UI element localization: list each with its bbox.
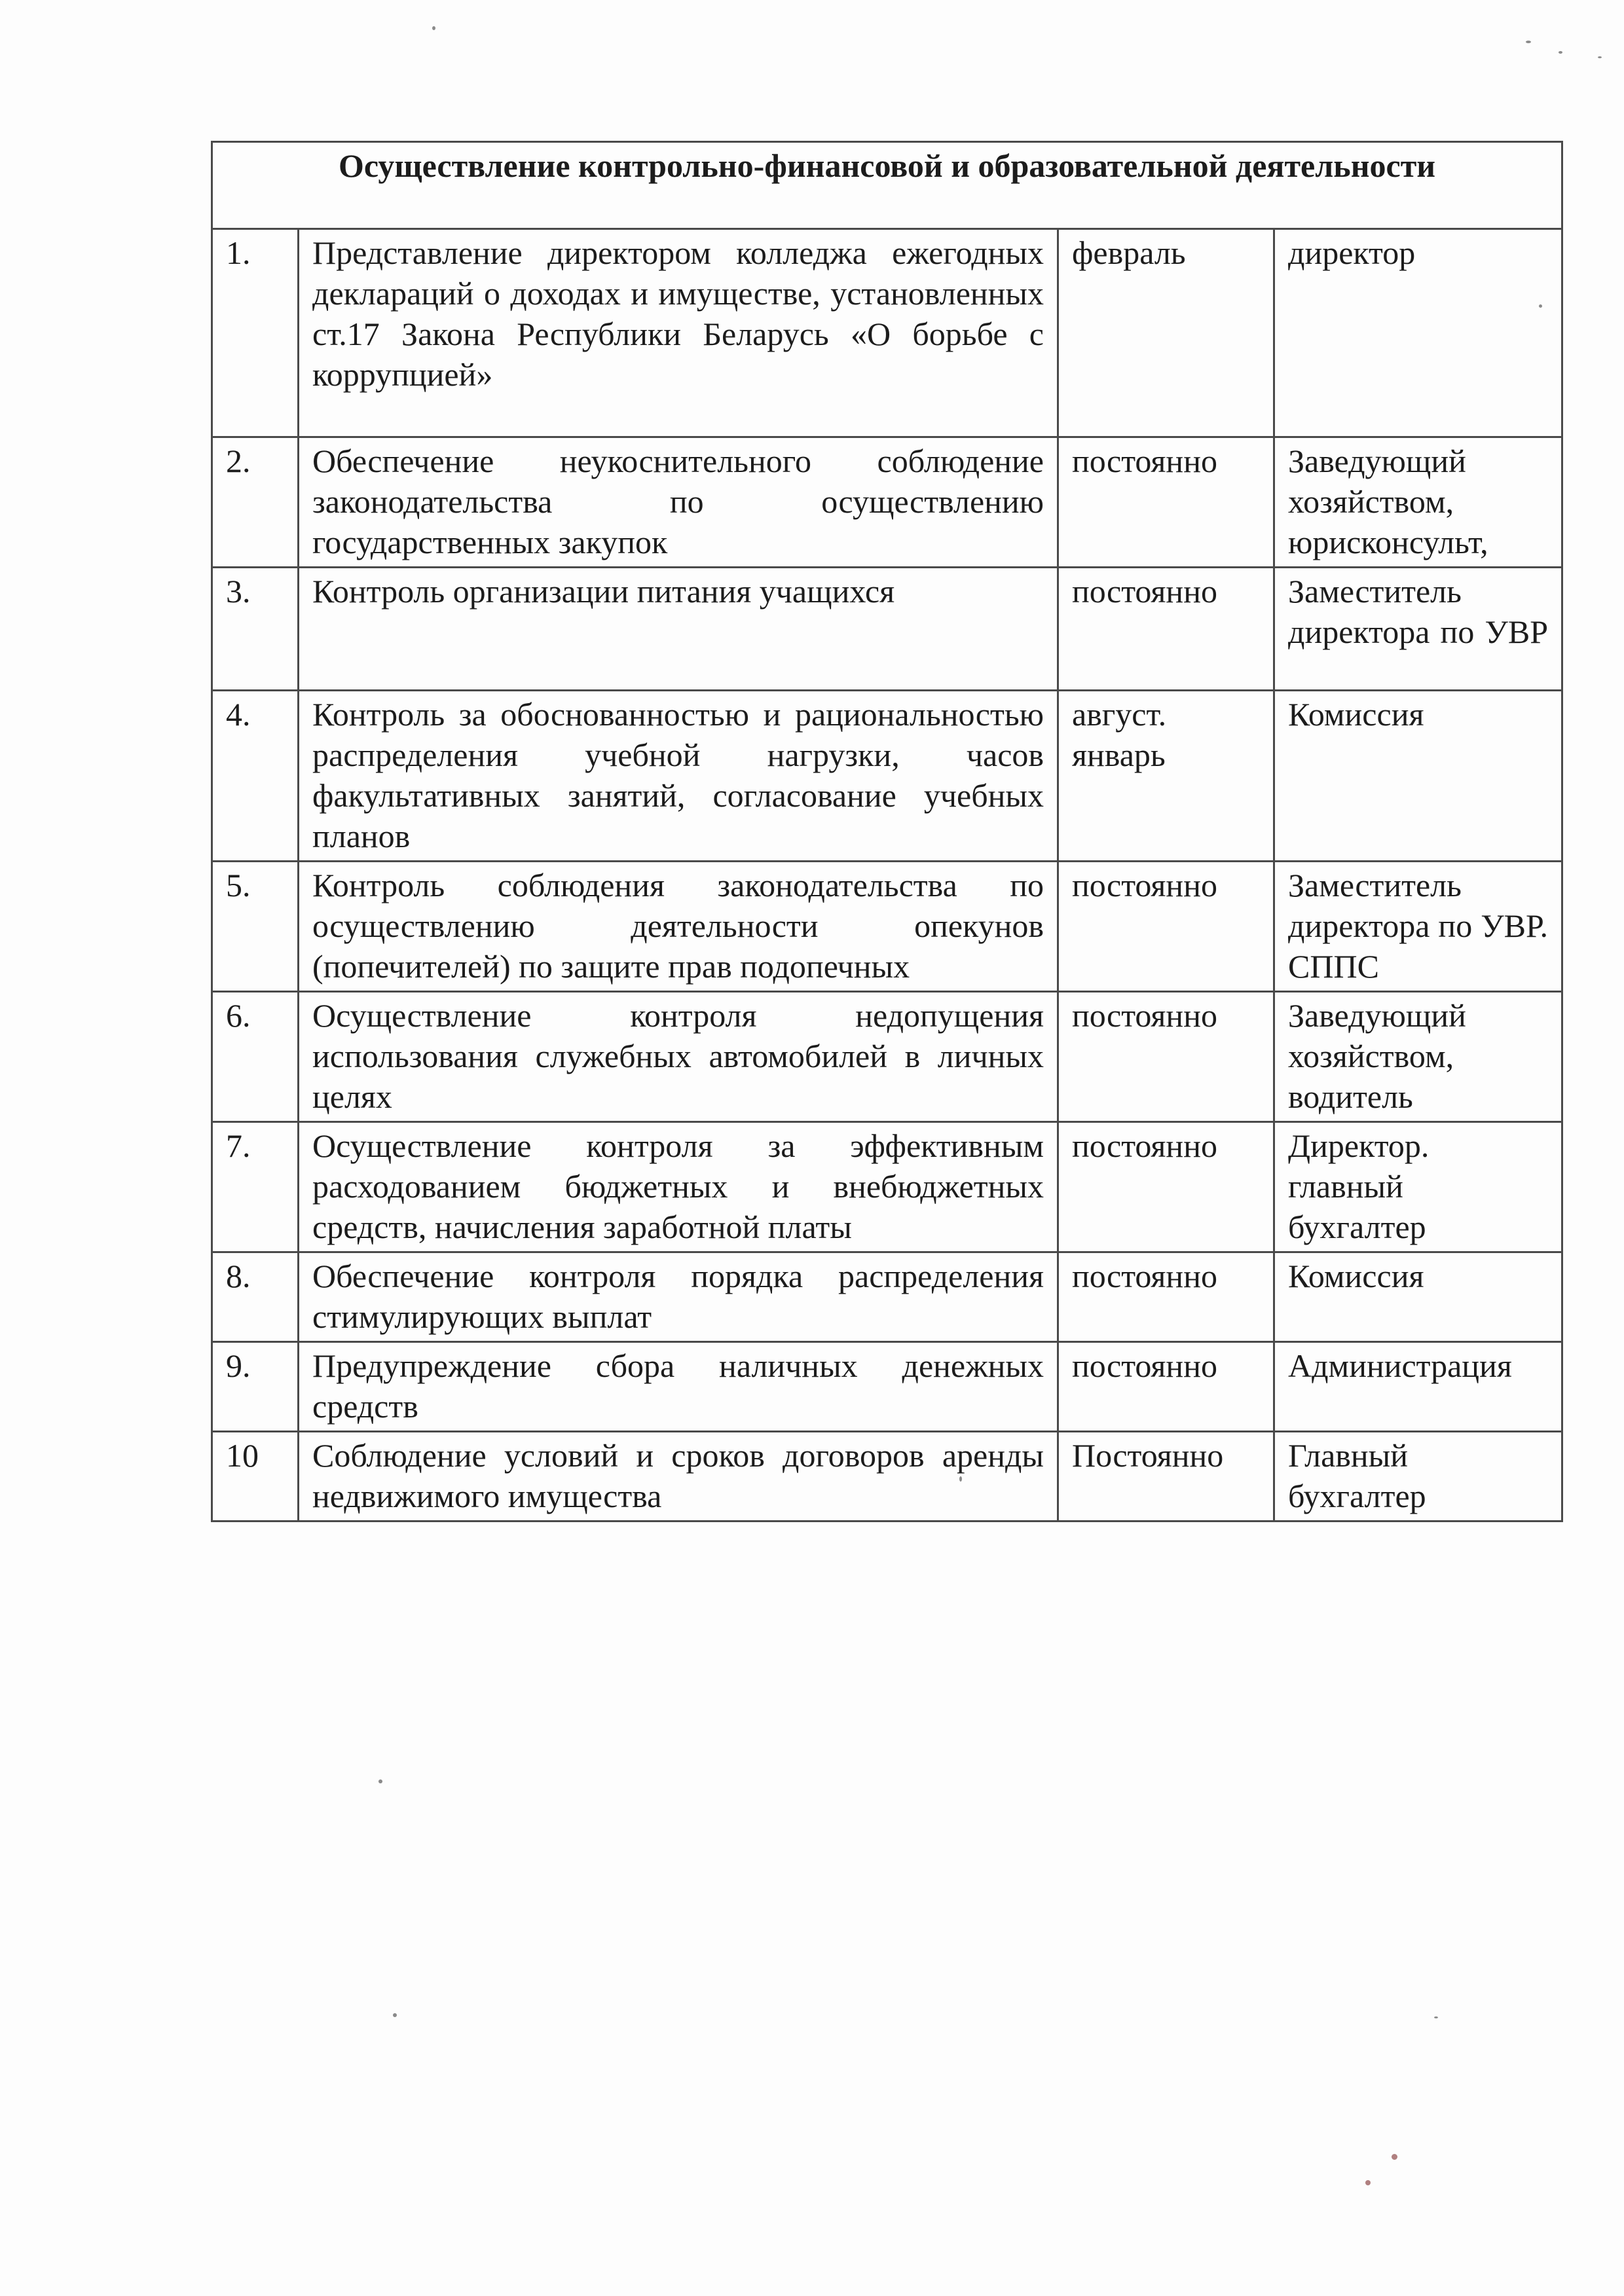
scan-speck (393, 2013, 397, 2017)
measure-description: Контроль за обоснованностью и рациональностью распределения учебной нагрузки, часов факультативных занятий, согласование учебных планов (299, 691, 1058, 862)
scan-speck (1598, 56, 1602, 58)
measure-responsible: Заместитель директора по УВР (1274, 568, 1562, 691)
table-row (212, 1122, 1562, 1252)
scan-speck (1365, 2180, 1371, 2185)
measure-term: постоянно (1058, 1252, 1274, 1342)
row-number: 7. (212, 1122, 299, 1252)
table-row (212, 1342, 1562, 1432)
table-row (212, 568, 1562, 691)
measure-description: Обеспечение контроля порядка распределения стимулирующих выплат (299, 1252, 1058, 1342)
scan-speck (1559, 51, 1562, 54)
measure-responsible: Комиссия (1274, 1252, 1562, 1342)
anticorruption-plan-table (211, 141, 1563, 1522)
measure-responsible: Администрация (1274, 1342, 1562, 1432)
measure-term: постоянно (1058, 1342, 1274, 1432)
row-number: 2. (212, 437, 299, 568)
scan-speck (1392, 2154, 1397, 2160)
measure-term: август. январь (1058, 691, 1274, 862)
measure-term: Постоянно (1058, 1432, 1274, 1522)
scan-speck (1434, 2016, 1438, 2018)
row-number: 1. (212, 229, 299, 437)
row-number: 3. (212, 568, 299, 691)
measure-responsible: Заведующий хозяйством, юрисконсульт, (1274, 437, 1562, 568)
table-row (212, 1432, 1562, 1522)
measure-responsible: Заместитель директора по УВР. СППС (1274, 862, 1562, 992)
table-row (212, 992, 1562, 1122)
section-header-row (212, 142, 1562, 229)
measure-responsible: директор (1274, 229, 1562, 437)
measure-responsible: Комиссия (1274, 691, 1562, 862)
row-number: 6. (212, 992, 299, 1122)
measure-term: постоянно (1058, 1122, 1274, 1252)
row-number: 9. (212, 1342, 299, 1432)
measure-description: Осуществление контроля за эффективным расходованием бюджетных и внебюджетных средств, начисления заработной платы (299, 1122, 1058, 1252)
scan-speck (1526, 41, 1531, 43)
measure-description: Соблюдение условий и сроков договоров аренды недвижимого имущества (299, 1432, 1058, 1522)
measure-description: Представление директором колледжа ежегодных деклараций о доходах и имуществе, установленных ст.17 Закона Республики Беларусь «О борьбе с коррупцией» (299, 229, 1058, 437)
measure-term: постоянно (1058, 862, 1274, 992)
row-number: 8. (212, 1252, 299, 1342)
row-number: 5. (212, 862, 299, 992)
measure-description: Обеспечение неукоснительного соблюдение законодательства по осуществлению государственных закупок (299, 437, 1058, 568)
row-number: 4. (212, 691, 299, 862)
table-row (212, 229, 1562, 437)
row-number: 10 (212, 1432, 299, 1522)
measure-description: Предупреждение сбора наличных денежных средств (299, 1342, 1058, 1432)
measure-responsible: Директор. главный бухгалтер (1274, 1122, 1562, 1252)
measure-responsible: Заведующий хозяйством, водитель (1274, 992, 1562, 1122)
scan-speck (432, 26, 435, 30)
measure-term: постоянно (1058, 568, 1274, 691)
scan-speck (959, 1476, 962, 1482)
measure-term: постоянно (1058, 437, 1274, 568)
measure-term: февраль (1058, 229, 1274, 437)
measure-description: Контроль организации питания учащихся (299, 568, 1058, 691)
scan-speck (378, 1779, 382, 1783)
table-row (212, 437, 1562, 568)
measure-responsible: Главный бухгалтер (1274, 1432, 1562, 1522)
scan-speck (1539, 304, 1542, 308)
table-row (212, 1252, 1562, 1342)
measure-description: Контроль соблюдения законодательства по осуществлению деятельности опекунов (попечителей) по защите прав подопечных (299, 862, 1058, 992)
table-row (212, 862, 1562, 992)
table-row (212, 691, 1562, 862)
section-title: Осуществление контрольно-финансовой и образовательной деятельности (212, 142, 1562, 229)
measure-description: Осуществление контроля недопущения использования служебных автомобилей в личных целях (299, 992, 1058, 1122)
measure-term: постоянно (1058, 992, 1274, 1122)
